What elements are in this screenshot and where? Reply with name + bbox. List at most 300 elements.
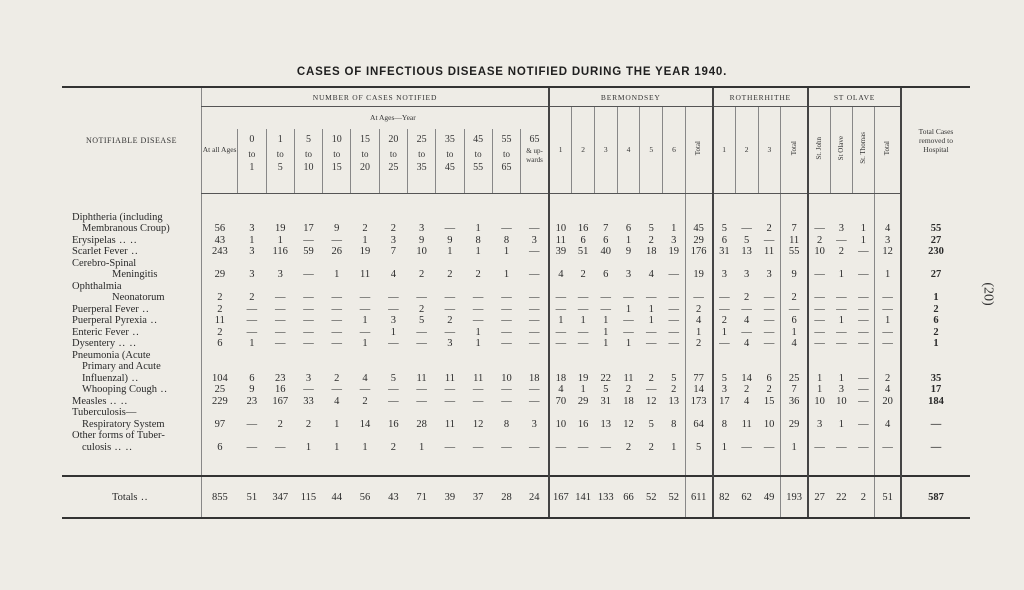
table-cell	[323, 361, 351, 373]
table-cell: —	[416, 326, 427, 338]
disease-label: Primary and Acute	[82, 361, 161, 373]
table-cell: 5	[713, 373, 736, 385]
table-cell: —	[246, 441, 258, 453]
table-cell: —	[388, 384, 399, 396]
table-cell: 1	[648, 315, 654, 327]
table-cell: —	[303, 292, 314, 304]
table-cell	[758, 281, 781, 293]
age-band-part: to	[248, 148, 256, 159]
table-cell: —	[668, 338, 679, 350]
table-cell: 11	[741, 418, 752, 430]
spacer-cell	[323, 453, 351, 476]
table-cell: 7	[781, 384, 808, 396]
table-cell	[294, 430, 322, 442]
table-cell: 1	[901, 338, 970, 350]
disease-name	[62, 419, 201, 431]
table-cell: —	[359, 384, 371, 396]
table-cell: 2	[875, 373, 901, 385]
totals-cell: 611	[685, 476, 712, 518]
table-cell: —	[501, 223, 512, 235]
disease-label: Diphtheria (including	[72, 211, 163, 223]
table-cell	[572, 350, 595, 362]
table-cell: 1	[808, 373, 830, 385]
leader-dots: ..	[128, 326, 140, 338]
table-cell: 18	[623, 395, 634, 407]
table-cell: 167	[272, 395, 289, 407]
table-cell	[640, 407, 663, 419]
age-band-part: to	[418, 148, 426, 159]
table-cell	[351, 350, 379, 362]
table-cell: 11	[201, 315, 237, 327]
table-cell: 5	[648, 418, 654, 430]
table-cell: 1	[625, 303, 632, 315]
table-cell: 27	[901, 235, 970, 247]
table-cell: 11	[444, 418, 455, 430]
table-cell: —	[858, 395, 869, 407]
table-cell: 1	[838, 418, 844, 430]
table-cell: —	[501, 441, 512, 453]
age-band-part: 0	[249, 133, 255, 145]
totals-cell: 347	[266, 476, 294, 518]
table-cell	[901, 430, 970, 442]
age-band-part: 5	[277, 161, 283, 173]
table-cell: 13	[741, 246, 752, 258]
table-cell	[492, 361, 520, 373]
table-cell	[492, 430, 520, 442]
age-band-header	[379, 129, 407, 194]
table-cell	[830, 361, 852, 373]
leader-dots: ..	[138, 303, 150, 315]
table-cell: —	[303, 234, 314, 246]
age-band-part: 15	[360, 133, 371, 145]
table-cell: —	[529, 269, 540, 281]
table-cell: 2	[418, 303, 425, 315]
table-cell: 9	[249, 384, 255, 396]
age-band-part: 65	[501, 161, 512, 173]
age-band-part: to	[502, 148, 510, 159]
table-cell: —	[529, 338, 540, 350]
table-cell: —	[645, 338, 657, 350]
table-row	[62, 281, 970, 293]
spacer-cell	[572, 193, 595, 212]
table-cell: 2	[418, 269, 425, 281]
table-cell: 6	[766, 372, 772, 384]
table-cell: —	[808, 315, 830, 327]
table-cell	[808, 350, 830, 362]
table-cell: —	[836, 303, 847, 315]
hospital-header: Total Cases removed to Hospital	[901, 87, 970, 193]
spacer-cell	[735, 193, 758, 212]
totals-cell: 71	[407, 476, 435, 518]
table-cell: —	[444, 223, 456, 235]
table-cell	[663, 212, 686, 224]
table-cell: —	[444, 292, 456, 304]
spacer-cell	[758, 193, 781, 212]
table-cell	[663, 361, 686, 373]
table-cell: 2	[808, 235, 830, 247]
age-band-part: to	[474, 148, 482, 159]
spacer-cell	[617, 453, 640, 476]
table-cell: 45	[685, 223, 712, 235]
spacer-cell	[685, 453, 712, 476]
table-cell: —	[781, 304, 808, 316]
table-cell: 11	[549, 235, 572, 247]
table-cell: —	[529, 223, 540, 235]
bermondsey-header: BERMONDSEY	[549, 87, 713, 107]
spacer-cell	[323, 193, 351, 212]
table-cell	[464, 361, 492, 373]
table-cell	[713, 361, 736, 373]
table-cell: 3	[531, 418, 537, 430]
table-cell	[617, 361, 640, 373]
table-cell: —	[577, 441, 589, 453]
bermondsey-col-3: 3	[594, 107, 617, 194]
table-cell	[875, 212, 901, 224]
table-cell: —	[668, 315, 679, 327]
disease-name	[62, 384, 201, 396]
table-cell: 4	[744, 395, 750, 407]
table-cell: 5	[603, 384, 609, 396]
table-cell: 64	[685, 419, 712, 431]
table-row	[62, 212, 970, 224]
table-cell: 1	[671, 441, 677, 453]
spacer-cell	[572, 453, 595, 476]
table-cell: 1	[334, 269, 340, 281]
table-cell	[323, 430, 351, 442]
table-cell: 2	[744, 384, 750, 396]
totals-cell: 43	[379, 476, 407, 518]
table-cell	[266, 350, 294, 362]
table-cell: 230	[901, 246, 970, 258]
table-cell: 31	[713, 246, 736, 258]
table-row	[62, 361, 970, 373]
leader-dots: ..	[146, 315, 158, 327]
table-cell: —	[274, 292, 286, 304]
table-cell: 11	[444, 372, 455, 384]
table-row	[62, 327, 970, 339]
table-cell	[549, 281, 572, 293]
spacer-cell	[464, 453, 492, 476]
disease-label: Neonatorum	[112, 292, 165, 304]
st-olave-col-header: St Olave	[830, 107, 852, 194]
spacer-cell	[464, 193, 492, 212]
table-cell: —	[529, 326, 540, 338]
table-cell: 1	[475, 246, 481, 258]
table-cell: 70	[549, 396, 572, 408]
table-cell	[663, 407, 686, 419]
spacer-cell	[407, 453, 435, 476]
age-band-part: 45	[473, 133, 484, 145]
table-cell	[875, 258, 901, 270]
table-cell: 10	[501, 372, 512, 384]
table-cell: —	[303, 384, 314, 396]
table-cell: 4	[334, 395, 340, 407]
table-cell: 3	[713, 269, 736, 281]
table-cell: —	[303, 315, 314, 327]
table-cell	[875, 407, 901, 419]
table-cell	[464, 281, 492, 293]
leader-dots: .. ..	[111, 441, 133, 453]
table-cell	[549, 212, 572, 224]
table-cell	[808, 430, 830, 442]
table-cell: —	[549, 338, 572, 350]
table-cell	[351, 430, 379, 442]
table-cell: 229	[201, 396, 237, 408]
age-band-part: 1	[249, 161, 255, 173]
table-cell: 16	[577, 418, 589, 430]
table-cell	[852, 407, 874, 419]
table-cell: 4	[875, 419, 901, 431]
table-cell: —	[875, 292, 901, 304]
table-cell: —	[388, 338, 399, 350]
table-cell	[492, 212, 520, 224]
bermondsey-col-1: 1	[549, 107, 572, 194]
table-cell: 33	[303, 395, 314, 407]
table-cell: —	[763, 338, 775, 350]
disease-name	[62, 212, 201, 224]
table-cell	[379, 350, 407, 362]
disease-name	[62, 338, 201, 350]
table-cell: —	[472, 315, 484, 327]
table-cell: 1	[603, 338, 609, 350]
table-cell	[901, 361, 970, 373]
table-cell	[758, 361, 781, 373]
disease-name	[62, 407, 201, 419]
table-cell: —	[600, 441, 612, 453]
spacer-cell	[521, 453, 549, 476]
table-cell	[685, 281, 712, 293]
table-cell: —	[858, 372, 869, 384]
spacer-cell	[830, 193, 852, 212]
table-cell	[351, 258, 379, 270]
table-cell	[266, 430, 294, 442]
age-band-part: 65	[529, 133, 540, 145]
table-cell: 2	[305, 418, 312, 430]
spacer-cell	[549, 193, 572, 212]
table-cell: 3	[531, 234, 537, 246]
rotherhithe-header: ROTHERHITHE	[713, 87, 808, 107]
age-band-part: 25	[388, 161, 399, 173]
header-group-row	[62, 87, 970, 107]
disease-label: Other forms of Tuber-	[72, 430, 165, 442]
table-cell: —	[472, 292, 484, 304]
table-cell: —	[472, 303, 484, 315]
table-cell: 7	[603, 223, 609, 235]
table-cell: 10	[836, 395, 847, 407]
table-cell	[294, 212, 322, 224]
table-cell: —	[529, 395, 540, 407]
disease-label: Measles	[72, 395, 107, 407]
table-cell	[572, 281, 595, 293]
spacer-cell	[781, 193, 808, 212]
table-row	[62, 407, 970, 419]
table-cell	[640, 361, 663, 373]
age-band-header	[238, 129, 266, 194]
totals-cell: 22	[830, 476, 852, 518]
table-cell: 5	[713, 223, 736, 235]
disease-name	[62, 373, 201, 385]
table-cell: 1	[838, 372, 844, 384]
age-band-part: to	[276, 148, 284, 159]
table-cell: 10	[549, 223, 572, 235]
table-cell	[830, 407, 852, 419]
table-cell	[266, 281, 294, 293]
table-cell: 2	[362, 395, 368, 407]
table-cell	[351, 361, 379, 373]
table-cell: 3	[249, 246, 255, 258]
table-cell: 3	[744, 269, 750, 281]
table-cell: 3	[713, 384, 736, 396]
spacer-cell	[830, 453, 852, 476]
table-cell	[323, 350, 351, 362]
table-cell	[379, 407, 407, 419]
totals-cell: 2	[852, 476, 874, 518]
table-cell: 2	[625, 441, 632, 453]
age-band-part: & up-	[526, 146, 543, 155]
spacer-cell	[379, 193, 407, 212]
table-cell: 1	[671, 223, 677, 235]
table-cell: —	[808, 327, 830, 339]
table-cell: 7	[390, 246, 396, 258]
spacer-cell	[266, 193, 294, 212]
table-cell: —	[388, 292, 399, 304]
table-cell: 3	[625, 269, 632, 281]
table-cell: —	[331, 303, 343, 315]
table-cell	[594, 361, 617, 373]
table-cell: 12	[472, 418, 484, 430]
table-cell: —	[501, 292, 512, 304]
table-cell: 8	[671, 418, 677, 430]
spacer-cell	[901, 453, 970, 476]
table-cell: 1	[475, 223, 481, 235]
table-cell: 9	[418, 234, 425, 246]
table-cell	[781, 361, 808, 373]
table-cell	[407, 361, 435, 373]
table-cell	[407, 258, 435, 270]
table-cell: 2	[648, 372, 654, 384]
table-cell: 9	[447, 234, 453, 246]
table-cell	[875, 350, 901, 362]
table-cell	[549, 258, 572, 270]
disease-label: Ophthalmia	[72, 280, 122, 292]
table-cell: —	[713, 338, 736, 350]
table-cell	[492, 258, 520, 270]
table-cell: 31	[600, 395, 612, 407]
table-cell: —	[416, 338, 427, 350]
table-cell: 9	[625, 246, 632, 258]
table-cell	[617, 212, 640, 224]
table-cell	[685, 407, 712, 419]
table-cell: 1	[334, 441, 340, 453]
table-cell: 2	[781, 292, 808, 304]
table-cell	[685, 258, 712, 270]
table-cell	[464, 407, 492, 419]
table-cell	[735, 361, 758, 373]
table-cell: —	[858, 418, 869, 430]
age-band-part: to	[389, 148, 397, 159]
table-cell: 6	[625, 223, 632, 235]
table-cell	[735, 212, 758, 224]
disease-name	[62, 281, 201, 293]
table-cell: 18	[645, 246, 657, 258]
spacer-cell	[808, 453, 830, 476]
table-cell: 1	[901, 292, 970, 304]
age-band-part: 25	[416, 133, 427, 145]
table-cell: —	[274, 303, 286, 315]
table-cell: 6	[603, 269, 609, 281]
spacer-cell	[617, 193, 640, 212]
table-cell: —	[741, 303, 752, 315]
table-cell: —	[331, 384, 343, 396]
disease-label: Membranous Croup)	[82, 223, 170, 235]
table-cell: 11	[416, 372, 427, 384]
spacer-row	[62, 193, 970, 212]
age-band-part: wards	[526, 155, 543, 164]
table-cell: —	[623, 315, 634, 327]
st-thomas-header: St. Thomas	[852, 107, 874, 194]
table-cell: 3	[418, 223, 425, 235]
table-cell	[781, 258, 808, 270]
leader-dots: ..	[156, 384, 168, 396]
table-cell: 8	[475, 234, 481, 246]
totals-cell: 141	[572, 476, 595, 518]
age-band-part: 45	[444, 161, 455, 173]
totals-cell: 855	[201, 476, 237, 518]
table-cell: —	[246, 326, 258, 338]
table-cell: 4	[390, 269, 396, 281]
table-cell: 10	[416, 246, 427, 258]
table-cell: —	[529, 441, 540, 453]
table-cell: 1	[503, 269, 510, 281]
spacer-cell	[735, 453, 758, 476]
totals-cell: 37	[464, 476, 492, 518]
totals-cell: 115	[294, 476, 322, 518]
table-cell	[781, 430, 808, 442]
age-band-header	[351, 129, 379, 194]
table-row	[62, 269, 970, 281]
table-cell	[407, 281, 435, 293]
table-cell	[617, 258, 640, 270]
table-cell: 4	[744, 315, 750, 327]
table-row	[62, 430, 970, 442]
leader-dots: .. ..	[106, 395, 129, 407]
bermondsey-col-2: 2	[572, 107, 595, 194]
table-cell: 11	[359, 269, 371, 281]
table-cell: 6	[713, 235, 736, 247]
table-row	[62, 442, 970, 454]
table-cell: 1	[475, 338, 481, 350]
rotherhithe-col-2: 2	[735, 107, 758, 194]
table-cell: 2	[648, 441, 654, 453]
table-cell: 14	[685, 384, 712, 396]
table-cell	[640, 258, 663, 270]
table-cell: 2	[685, 304, 712, 316]
table-cell: 40	[600, 246, 612, 258]
table-cell: 18	[549, 373, 572, 385]
table-cell: 1	[875, 315, 901, 327]
age-band-header	[521, 129, 549, 194]
table-cell: 25	[781, 373, 808, 385]
table-cell	[735, 430, 758, 442]
age-band-header	[266, 129, 294, 194]
spacer-cell	[62, 193, 201, 212]
table-cell: 1	[713, 327, 736, 339]
table-cell	[201, 350, 237, 362]
table-cell	[808, 258, 830, 270]
table-cell	[549, 361, 572, 373]
table-cell: 1	[860, 234, 866, 246]
table-cell: 7	[781, 223, 808, 235]
